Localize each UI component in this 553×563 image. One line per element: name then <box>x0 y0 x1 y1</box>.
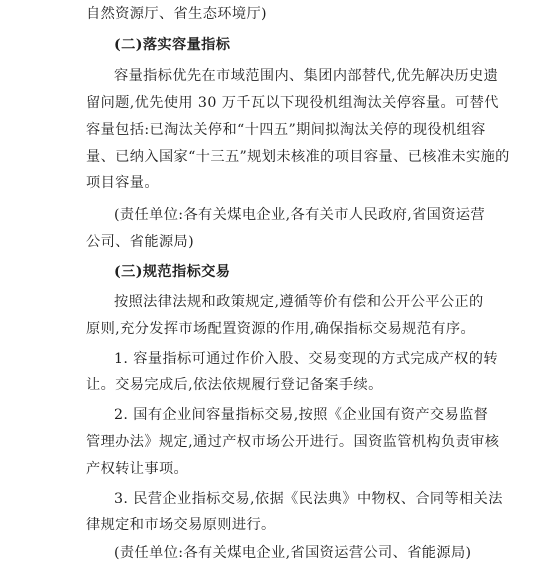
list-item-line: 1. 容量指标可通过作价入股、交易变现的方式完成产权的转 <box>114 351 498 367</box>
paragraph-line: 留问题,优先使用 30 万千瓦以下现役机组淘汰关停容量。可替代 <box>86 95 499 111</box>
list-item-line: 3. 民营企业指标交易,依据《民法典》中物权、合同等相关法 <box>114 491 503 507</box>
responsibility-line: (责任单位:各有关煤电企业,各有关市人民政府,省国资运营 <box>114 207 486 223</box>
paragraph-line: 容量包括:已淘汰关停和“十四五”期间拟淘汰关停的现役机组容 <box>86 122 486 138</box>
list-item-line: 让。交易完成后,依法依规履行登记备案手续。 <box>86 377 383 393</box>
paragraph-line: 项目容量。 <box>86 175 159 191</box>
paragraph-line: 原则,充分发挥市场配置资源的作用,确保指标交易规范有序。 <box>86 321 476 337</box>
list-item-line: 产权转让事项。 <box>86 461 189 477</box>
text-line: 自然资源厅、省生态环境厅) <box>86 6 267 22</box>
list-item-line: 管理办法》规定,通过产权市场公开进行。国资监管机构负责审核 <box>86 434 500 450</box>
paragraph-line: 容量指标优先在市域范围内、集团内部替代,优先解决历史遗 <box>114 68 499 84</box>
list-item-line: 2. 国有企业间容量指标交易,按照《企业国有资产交易监督 <box>114 407 489 423</box>
section-heading: (三)规范指标交易 <box>114 264 231 280</box>
section-heading: (二)落实容量指标 <box>114 37 231 53</box>
paragraph-line: 按照法律法规和政策规定,遵循等价有偿和公开公平公正的 <box>114 294 484 310</box>
responsibility-line: (责任单位:各有关煤电企业,省国资运营公司、省能源局) <box>114 545 472 561</box>
paragraph-line: 量、已纳入国家“十三五”规划未核准的项目容量、已核准未实施的 <box>86 149 510 165</box>
responsibility-line: 公司、省能源局) <box>86 234 195 250</box>
list-item-line: 律规定和市场交易原则进行。 <box>86 517 276 533</box>
